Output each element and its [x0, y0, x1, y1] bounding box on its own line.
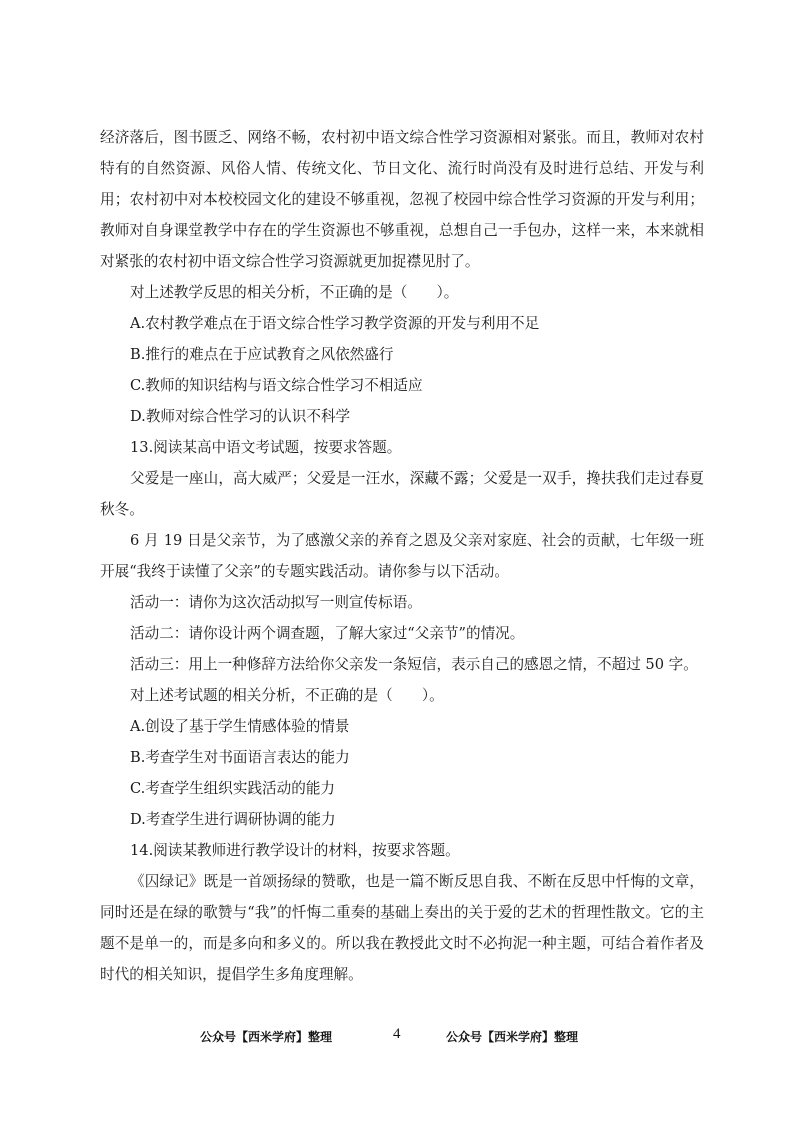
- question-13-option-d: D.考查学生进行调研协调的能力: [130, 811, 336, 828]
- footer-left-credit: 公众号【西米学府】整理: [200, 1030, 333, 1044]
- question-13-option-a: A.创设了基于学生情感体验的情景: [130, 718, 350, 735]
- question-14-heading: 14.阅读某教师进行教学设计的材料，按要求答题。: [130, 842, 460, 859]
- question-13-activity-3: 活动三：用上一种修辞方法给你父亲发一条短信，表示自己的感恩之情，不超过 50 字。: [130, 656, 698, 673]
- question-12-option-a: A.农村教学难点在于语文综合性学习教学资源的开发与利用不足: [130, 315, 540, 332]
- page-footer: [0, 1026, 800, 1048]
- question-12-stem: 对上述教学反思的相关分析，不正确的是（ ）。: [130, 284, 459, 301]
- page-body: [100, 122, 704, 990]
- question-13-option-c: C.考查学生组织实践活动的能力: [130, 780, 336, 797]
- question-13-activity-1: 活动一：请你为这次活动拟写一则宣传标语。: [130, 594, 422, 611]
- paragraph-continuation: 经济落后，图书匮乏、网络不畅，农村初中语文综合性学习资源相对紧张。而且，教师对农村特有的自然资源、风俗人情、传统文化、节日文化、流行时尚没有及时进行总结、开发与利用；农村初中对本校校园文化的建设不够重视，忽视了校园中综合性学习资源的开发与利用；教师对自身课堂教学中存在的学生资源也不够重视，总想自己一手包办，这样一来，本来就相对紧张的农村初中语文综合性学习资源就更加捉襟见肘了。: [100, 129, 704, 270]
- question-13-context: 6 月 19 日是父亲节，为了感激父亲的养育之恩及父亲对家庭、社会的贡献，七年级一班开展“我终于读懂了父亲”的专题实践活动。请你参与以下活动。: [100, 532, 704, 580]
- question-12-option-c: C.教师的知识结构与语文综合性学习不相适应: [130, 377, 423, 394]
- question-13-heading: 13.阅读某高中语文考试题，按要求答题。: [130, 439, 402, 456]
- question-14-material: 《囚绿记》既是一首颂扬绿的赞歌，也是一篇不断反思自我、不断在反思中忏悔的文章，同时还是在绿的歌赞与“我”的忏悔二重奏的基础上奏出的关于爱的艺术的哲理性散文。它的主题不是单一的，而是多向和多义的。所以我在教授此文时不必拘泥一种主题，可结合着作者及时代的相关知识，提倡学生多角度理解。: [100, 873, 704, 983]
- question-13-quote: 父爱是一座山，高大威严；父爱是一汪水，深藏不露；父爱是一双手，搀扶我们走过春夏秋冬。: [100, 470, 704, 518]
- question-12-option-d: D.教师对综合性学习的认识不科学: [130, 408, 351, 425]
- question-13-option-b: B.考查学生对书面语言表达的能力: [130, 749, 350, 766]
- page-number: 4: [393, 1026, 401, 1042]
- question-13-activity-2: 活动二：请你设计两个调查题，了解大家过“父亲节”的情况。: [130, 625, 525, 642]
- question-12-option-b: B.推行的难点在于应试教育之风依然盛行: [130, 346, 394, 363]
- footer-right-credit: 公众号【西米学府】整理: [446, 1030, 579, 1044]
- question-13-stem: 对上述考试题的相关分析，不正确的是（ ）。: [130, 687, 444, 704]
